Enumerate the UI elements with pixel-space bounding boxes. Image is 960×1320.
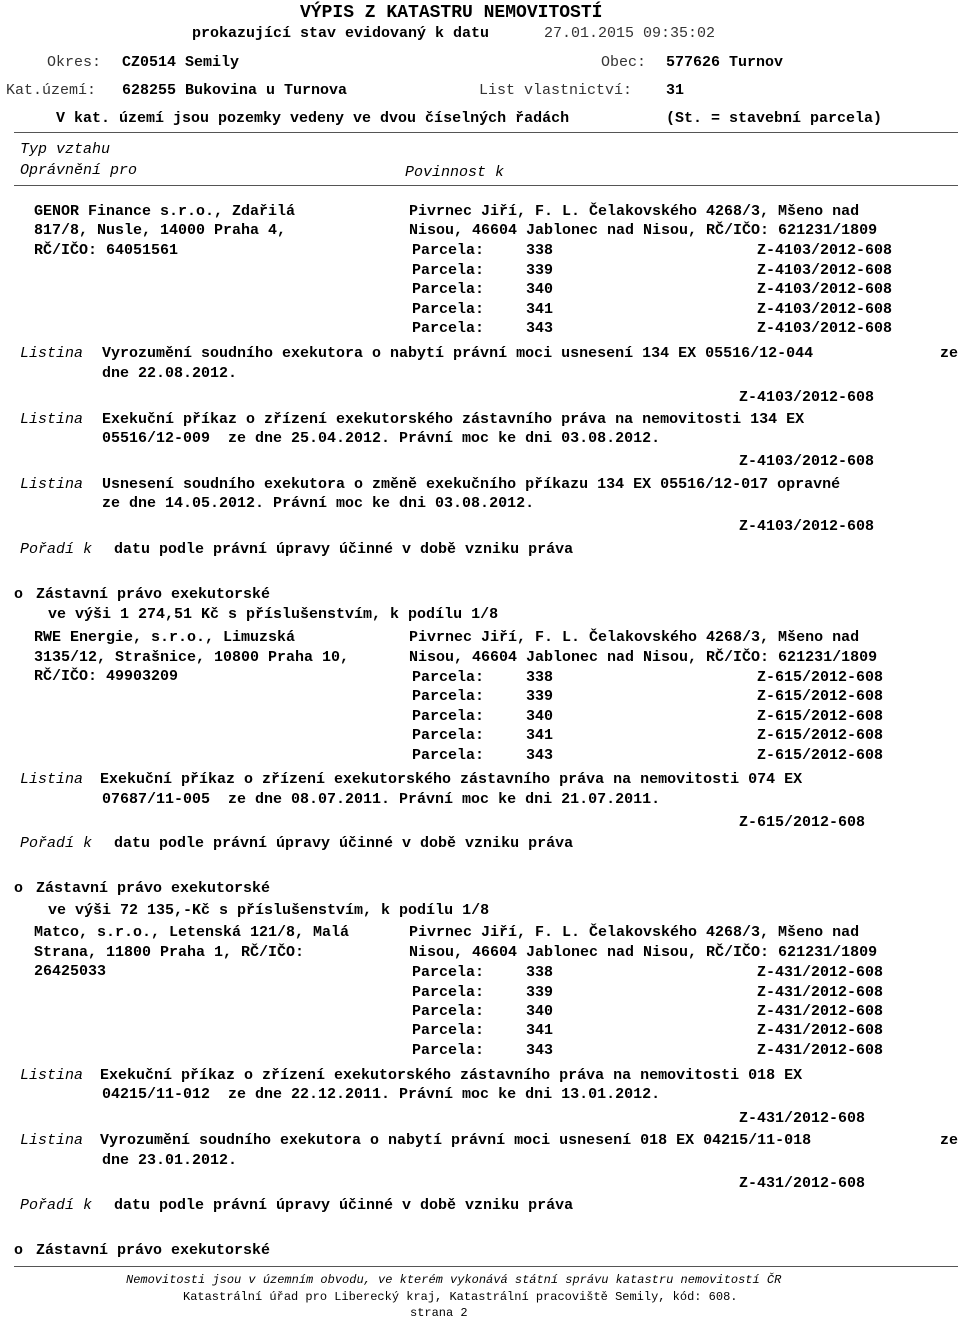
- creditor-line: 26425033: [34, 963, 107, 980]
- bullet-icon: o: [14, 1242, 24, 1259]
- katuzemi-value: 628255 Bukovina u Turnova: [122, 82, 348, 99]
- parcel-ref: Z-4103/2012-608: [757, 301, 893, 318]
- lv-label: List vlastnictví:: [479, 82, 633, 99]
- header-rule-bottom: [14, 185, 958, 186]
- listina-ref: Z-4103/2012-608: [739, 453, 875, 470]
- listina-ref: Z-615/2012-608: [739, 814, 866, 831]
- parcel-ref: Z-431/2012-608: [757, 964, 884, 981]
- parcel-ref: Z-4103/2012-608: [757, 242, 893, 259]
- parcel-label: Parcela:: [412, 727, 485, 744]
- parcel-ref: Z-4103/2012-608: [757, 281, 893, 298]
- parcel-label: Parcela:: [412, 669, 485, 686]
- parcel-label: Parcela:: [412, 1042, 485, 1059]
- footer-note: Nemovitosti jsou v územním obvodu, ve kterém vykonává státní správu katastru nemovitostí ČR: [126, 1273, 782, 1287]
- listina-text: Vyrozumění soudního exekutora o nabytí právní moci usnesení 018 EX 04215/11-018: [100, 1132, 812, 1149]
- listina-text: 05516/12-009 ze dne 25.04.2012. Právní moc ke dni 03.08.2012.: [102, 430, 661, 447]
- listina-text: dne 23.01.2012.: [102, 1152, 238, 1169]
- parcel-ref: Z-431/2012-608: [757, 1022, 884, 1039]
- okres-label: Okres:: [47, 54, 102, 71]
- listina-overflow: ze: [940, 1132, 959, 1149]
- parcel-ref: Z-431/2012-608: [757, 984, 884, 1001]
- col-povinnost-k: Povinnost k: [405, 164, 505, 181]
- listina-overflow: ze: [940, 345, 959, 362]
- poradi-text: datu podle právní úpravy účinné v době vzniku práva: [114, 1197, 574, 1214]
- parcel-number: 343: [526, 747, 554, 764]
- creditor-line: GENOR Finance s.r.o., Zdařilá: [34, 203, 296, 220]
- listina-label: Listina: [20, 771, 84, 788]
- parcel-label: Parcela:: [412, 242, 485, 259]
- parcel-label: Parcela:: [412, 281, 485, 298]
- parcel-number: 339: [526, 984, 554, 1001]
- poradi-label: Pořadí k: [20, 1197, 93, 1214]
- parcel-label: Parcela:: [412, 1003, 485, 1020]
- parcel-ref: Z-615/2012-608: [757, 727, 884, 744]
- bullet-icon: o: [14, 586, 24, 603]
- header-note: V kat. území jsou pozemky vedeny ve dvou číselných řadách: [56, 110, 570, 127]
- parcel-label: Parcela:: [412, 1022, 485, 1039]
- col-typ-vztahu: Typ vztahu: [20, 141, 111, 158]
- listina-label: Listina: [20, 476, 84, 493]
- lien-heading: Zástavní právo exekutorské: [36, 586, 271, 603]
- listina-label: Listina: [20, 345, 84, 362]
- creditor-line: Strana, 11800 Praha 1, RČ/IČO:: [34, 944, 305, 961]
- creditor-line: RČ/IČO: 49903209: [34, 668, 179, 685]
- parcel-label: Parcela:: [412, 688, 485, 705]
- listina-text: ze dne 14.05.2012. Právní moc ke dni 03.08.2012.: [102, 495, 535, 512]
- subtitle-label: prokazující stav evidovaný k datu: [192, 25, 490, 42]
- parcel-number: 338: [526, 964, 554, 981]
- listina-text: Vyrozumění soudního exekutora o nabytí právní moci usnesení 134 EX 05516/12-044: [102, 345, 814, 362]
- listina-text: dne 22.08.2012.: [102, 365, 238, 382]
- okres-value: CZ0514 Semily: [122, 54, 240, 71]
- parcel-ref: Z-4103/2012-608: [757, 262, 893, 279]
- parcel-ref: Z-615/2012-608: [757, 708, 884, 725]
- parcel-number: 338: [526, 242, 554, 259]
- parcel-number: 339: [526, 688, 554, 705]
- parcel-number: 340: [526, 708, 554, 725]
- header-note-abbr: (St. = stavební parcela): [666, 110, 883, 127]
- parcel-number: 343: [526, 1042, 554, 1059]
- listina-ref: Z-431/2012-608: [739, 1110, 866, 1127]
- parcel-number: 339: [526, 262, 554, 279]
- listina-ref: Z-4103/2012-608: [739, 389, 875, 406]
- creditor-line: 3135/12, Strašnice, 10800 Praha 10,: [34, 649, 350, 666]
- creditor-line: RWE Energie, s.r.o., Limuzská: [34, 629, 296, 646]
- creditor-line: Matco, s.r.o., Letenská 121/8, Malá: [34, 924, 350, 941]
- parcel-label: Parcela:: [412, 964, 485, 981]
- parcel-label: Parcela:: [412, 747, 485, 764]
- parcel-label: Parcela:: [412, 984, 485, 1001]
- debtor-line: Pivrnec Jiří, F. L. Čelakovského 4268/3, Mšeno nad: [409, 203, 860, 220]
- col-opravneni-pro: Oprávnění pro: [20, 162, 138, 179]
- footer-rule: [14, 1266, 958, 1267]
- parcel-ref: Z-615/2012-608: [757, 747, 884, 764]
- obec-label: Obec:: [601, 54, 647, 71]
- lien-heading: Zástavní právo exekutorské: [36, 880, 271, 897]
- listina-text: Exekuční příkaz o zřízení exekutorského zástavního práva na nemovitosti 074 EX: [100, 771, 803, 788]
- obec-value: 577626 Turnov: [666, 54, 784, 71]
- page-title: VÝPIS Z KATASTRU NEMOVITOSTÍ: [300, 3, 603, 23]
- lien-amount: ve výši 1 274,51 Kč s příslušenstvím, k podílu 1/8: [48, 606, 499, 623]
- parcel-number: 343: [526, 320, 554, 337]
- debtor-line: Nisou, 46604 Jablonec nad Nisou, RČ/IČO: 621231/1809: [409, 944, 878, 961]
- listina-text: Exekuční příkaz o zřízení exekutorského zástavního práva na nemovitosti 134 EX: [102, 411, 805, 428]
- parcel-ref: Z-431/2012-608: [757, 1003, 884, 1020]
- debtor-line: Nisou, 46604 Jablonec nad Nisou, RČ/IČO: 621231/1809: [409, 649, 878, 666]
- debtor-line: Pivrnec Jiří, F. L. Čelakovského 4268/3, Mšeno nad: [409, 629, 860, 646]
- poradi-label: Pořadí k: [20, 541, 93, 558]
- poradi-label: Pořadí k: [20, 835, 93, 852]
- parcel-number: 340: [526, 281, 554, 298]
- listina-text: 04215/11-012 ze dne 22.12.2011. Právní moc ke dni 13.01.2012.: [102, 1086, 661, 1103]
- parcel-number: 341: [526, 301, 554, 318]
- header-rule-top: [14, 132, 958, 133]
- parcel-number: 340: [526, 1003, 554, 1020]
- listina-text: Exekuční příkaz o zřízení exekutorského zástavního práva na nemovitosti 018 EX: [100, 1067, 803, 1084]
- listina-text: 07687/11-005 ze dne 08.07.2011. Právní moc ke dni 21.07.2011.: [102, 791, 661, 808]
- parcel-ref: Z-615/2012-608: [757, 669, 884, 686]
- listina-label: Listina: [20, 1132, 84, 1149]
- parcel-ref: Z-615/2012-608: [757, 688, 884, 705]
- listina-ref: Z-431/2012-608: [739, 1175, 866, 1192]
- debtor-line: Nisou, 46604 Jablonec nad Nisou, RČ/IČO: 621231/1809: [409, 222, 878, 239]
- parcel-number: 341: [526, 727, 554, 744]
- parcel-ref: Z-4103/2012-608: [757, 320, 893, 337]
- lv-value: 31: [666, 82, 685, 99]
- page-number: strana 2: [410, 1306, 468, 1320]
- listina-label: Listina: [20, 1067, 84, 1084]
- subtitle-date: 27.01.2015 09:35:02: [544, 25, 716, 42]
- footer-office: Katastrální úřad pro Liberecký kraj, Katastrální pracoviště Semily, kód: 608.: [183, 1290, 738, 1304]
- poradi-text: datu podle právní úpravy účinné v době vzniku práva: [114, 835, 574, 852]
- lien-amount: ve výši 72 135,-Kč s příslušenstvím, k podílu 1/8: [48, 902, 490, 919]
- creditor-line: 817/8, Nusle, 14000 Praha 4,: [34, 222, 287, 239]
- katuzemi-label: Kat.území:: [6, 82, 97, 99]
- listina-label: Listina: [20, 411, 84, 428]
- parcel-label: Parcela:: [412, 262, 485, 279]
- creditor-line: RČ/IČO: 64051561: [34, 242, 179, 259]
- bullet-icon: o: [14, 880, 24, 897]
- poradi-text: datu podle právní úpravy účinné v době vzniku práva: [114, 541, 574, 558]
- lien-heading: Zástavní právo exekutorské: [36, 1242, 271, 1259]
- parcel-number: 341: [526, 1022, 554, 1039]
- parcel-label: Parcela:: [412, 320, 485, 337]
- parcel-number: 338: [526, 669, 554, 686]
- parcel-label: Parcela:: [412, 301, 485, 318]
- listina-ref: Z-4103/2012-608: [739, 518, 875, 535]
- debtor-line: Pivrnec Jiří, F. L. Čelakovského 4268/3, Mšeno nad: [409, 924, 860, 941]
- parcel-label: Parcela:: [412, 708, 485, 725]
- listina-text: Usnesení soudního exekutora o změně exekučního příkazu 134 EX 05516/12-017 opravné: [102, 476, 841, 493]
- parcel-ref: Z-431/2012-608: [757, 1042, 884, 1059]
